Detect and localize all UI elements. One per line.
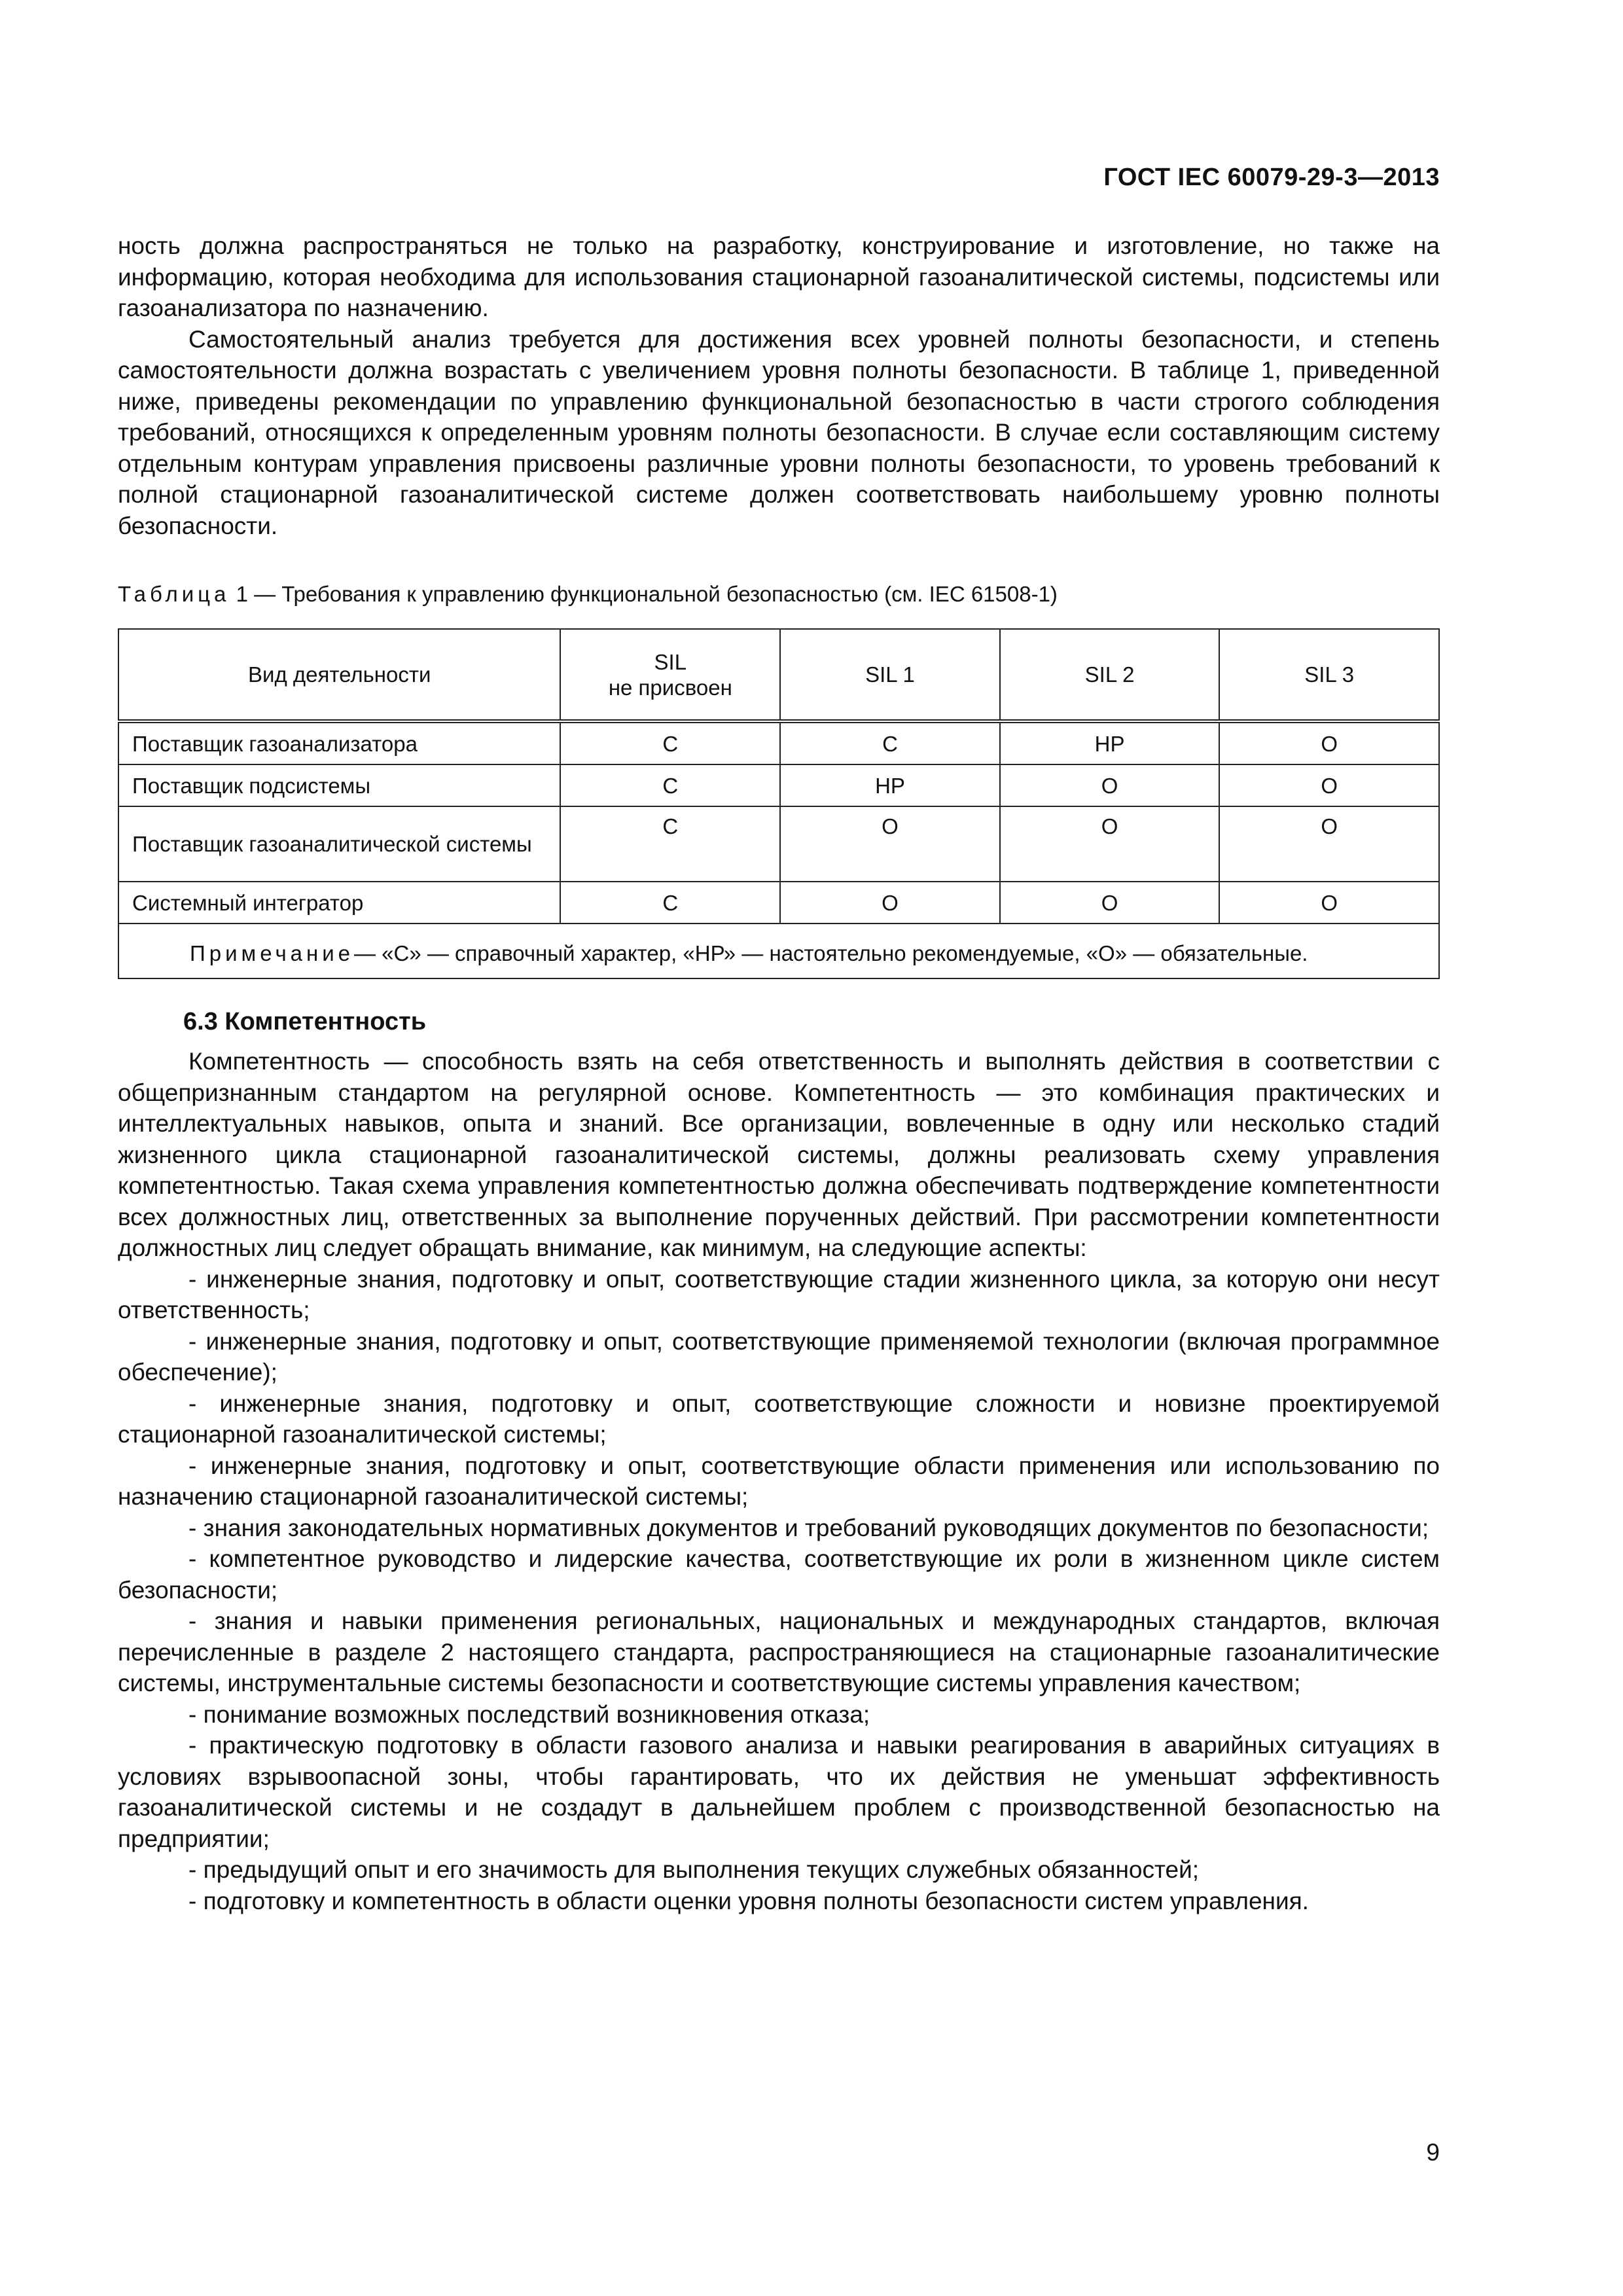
table-note-row — [118, 924, 1439, 978]
note-text: — «С» — справочный характер, «НР» — настоятельно рекомендуемые, «О» — обязательные. — [354, 941, 1308, 965]
header-sil2: SIL 2 — [1000, 629, 1220, 721]
header-sil-none-line2: не присвоен — [608, 675, 732, 700]
cell-sil-none: С — [560, 721, 780, 764]
section-title: 6.3 Компетентность — [183, 1008, 427, 1035]
cell-sil-none: С — [560, 882, 780, 924]
list-item: - компетентное руководство и лидерские качества, соответствующие их роли в жизненном цикле систем безопасности; — [118, 1545, 1440, 1604]
table-row — [118, 764, 1439, 806]
competence-text — [118, 1046, 1440, 1916]
table-row — [118, 882, 1439, 924]
continuation-paragraph: ность должна распространяться не только на разработку, конструирование и изготовление, но также на информацию, которая необходима для использования стационарной газоаналитической системы, подсистемы или газоанализатора по назначению. — [118, 232, 1440, 321]
cell-sil1: О — [780, 806, 1000, 882]
list-item: - знания законодательных нормативных документов и требований руководящих документов по безопасности; — [188, 1514, 1429, 1541]
list-item: - инженерные знания, подготовку и опыт, соответствующие применяемой технологии (включая программное обеспечение); — [118, 1327, 1440, 1386]
cell-sil1: С — [780, 721, 1000, 764]
note-label: Примечание — [190, 941, 355, 965]
cell-sil1: НР — [780, 764, 1000, 806]
cell-sil2: О — [1000, 806, 1220, 882]
header-sil1: SIL 1 — [780, 629, 1000, 721]
list-item: - инженерные знания, подготовку и опыт, соответствующие стадии жизненного цикла, за которую они несут ответственность; — [118, 1265, 1440, 1323]
header-sil3: SIL 3 — [1219, 629, 1439, 721]
list-item: - знания и навыки применения региональных, национальных и международных стандартов, включая перечисленные в разделе 2 настоящего стандарта, распространяющиеся на стационарные газоаналитические системы, инструментальные системы безопасности и соответствующие системы управления качеством; — [118, 1607, 1440, 1696]
independence-paragraph: Самостоятельный анализ требуется для достижения всех уровней полноты безопасности, и степень самостоятельности должна возрастать с увеличением уровня полноты безопасности. В таблице 1, приведенной ниже, приведены рекомендации по управлению функциональной безопасностью в части строгого соблюдения требований, относящихся к определенным уровням полноты безопасности. В случае если составляющим систему отдельным контурам управления присвоены различные уровни полноты безопасности, то уровень требований к полной стационарной газоаналитической системе должен соответствовать наибольшему уровню полноты безопасности. — [118, 325, 1440, 539]
cell-sil3: О — [1219, 764, 1439, 806]
cell-sil2: О — [1000, 764, 1220, 806]
cell-sil2: НР — [1000, 721, 1220, 764]
header-activity: Вид деятельности — [118, 629, 560, 721]
cell-sil3: О — [1219, 721, 1439, 764]
competence-paragraph: Компетентность — способность взять на себя ответственность и выполнять действия в соответствии с общепризнанным стандартом на регулярной основе. Компетентность — это комбинация практических и интеллектуальных навыков, опыта и знаний. Все организации, вовлеченные в одну или несколько стадий жизненного цикла стационарной газоаналитической системы, должны реализовать схему управления компетентностью. Такая схема управления компетентностью должна обеспечивать подтверждение компетентности всех должностных лиц, ответственных за выполнение порученных действий. При рассмотрении компетентности должностных лиц следует обращать внимание, как минимум, на следующие аспекты: — [118, 1048, 1440, 1261]
cell-activity: Поставщик газоанализатора — [118, 721, 560, 764]
functional-safety-table — [118, 628, 1440, 979]
table-note — [118, 924, 1439, 978]
cell-activity: Поставщик газоаналитической системы — [118, 806, 560, 882]
header-sil-none — [560, 629, 780, 721]
cell-activity: Поставщик подсистемы — [118, 764, 560, 806]
list-item: - понимание возможных последствий возникновения отказа; — [188, 1700, 870, 1728]
cell-sil3: О — [1219, 882, 1439, 924]
cell-sil3: О — [1219, 806, 1439, 882]
list-item: - инженерные знания, подготовку и опыт, соответствующие сложности и новизне проектируемой стационарной газоаналитической системы; — [118, 1390, 1440, 1448]
table-row — [118, 806, 1439, 882]
standard-code-header: ГОСТ IEC 60079-29-3—2013 — [1103, 164, 1440, 191]
list-item: - практическую подготовку в области газового анализа и навыки реагирования в аварийных ситуациях в условиях взрывоопасной зоны, чтобы гарантировать, что их действия не уменьшат эффективность газоаналитической системы и не создадут в дальнейшем проблем с производственной безопасностью на предприятии; — [118, 1732, 1440, 1852]
list-item: - предыдущий опыт и его значимость для выполнения текущих служебных обязанностей; — [188, 1856, 1200, 1883]
header-sil-none-line1: SIL — [654, 649, 687, 674]
list-item: - подготовку и компетентность в области оценки уровня полноты безопасности систем управления. — [188, 1887, 1309, 1914]
table-row — [118, 721, 1439, 764]
cell-activity: Системный интегратор — [118, 882, 560, 924]
cell-sil-none: С — [560, 806, 780, 882]
table-caption — [118, 581, 1058, 607]
intro-text — [118, 230, 1440, 541]
cell-sil2: О — [1000, 882, 1220, 924]
cell-sil1: О — [780, 882, 1000, 924]
page-number: 9 — [1426, 2139, 1440, 2166]
table-header-row — [118, 629, 1439, 721]
table-caption-text: 1 — Требования к управлению функциональной безопасностью (см. IEC 61508-1) — [236, 582, 1058, 606]
cell-sil-none: С — [560, 764, 780, 806]
table-caption-label: Таблица — [118, 582, 230, 606]
list-item: - инженерные знания, подготовку и опыт, соответствующие области применения или использованию по назначению стационарной газоаналитической системы; — [118, 1452, 1440, 1510]
